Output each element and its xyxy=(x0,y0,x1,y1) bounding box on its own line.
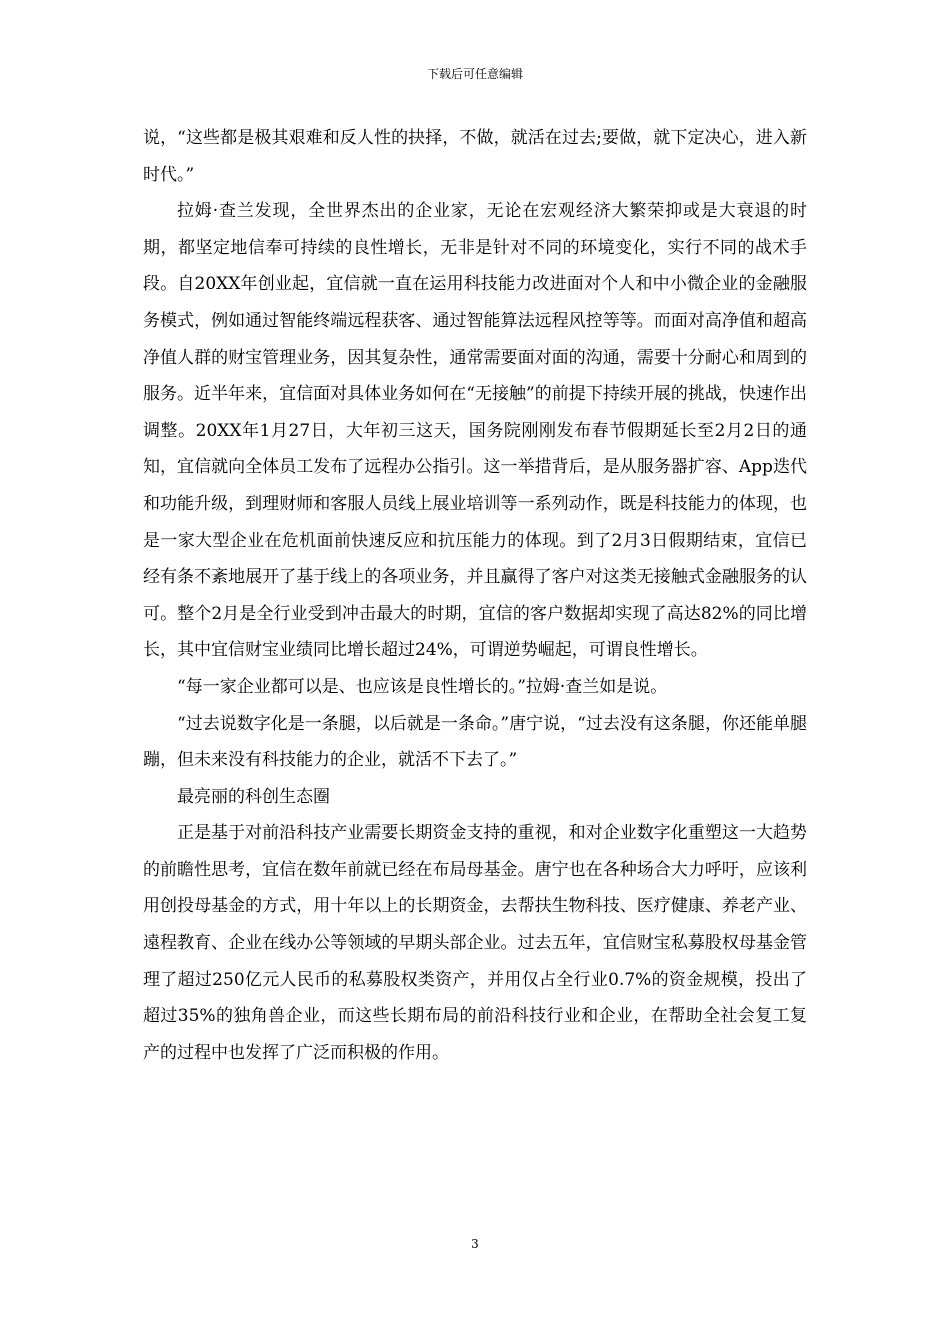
page-number: 3 xyxy=(471,1237,479,1251)
page-header: 下载后可任意编辑 xyxy=(426,67,523,81)
paragraph-6: 正是基于对前沿科技产业需要长期资金支持的重视，和对企业数字化重塑这一大趋势的前瞻性思考，宜信在数年前就已经在布局母基金。唐宁也在各种场合大力呼吁，应该利用创投母基金的方式，用十年以上的长期资金，去帮扶生物科技、医疗健康、养老产业、遠程教育、企业在线办公等领域的早期头部企业。过去五年，宜信财宝私募股权母基金管理了超过250亿元人民币的私募股权类资产，并用仅占全行业0.7%的资金规模，投出了超过35%的独角兽企业，而这些长期布局的前沿科技行业和企业，在帮助全社会复工复产的过程中也发挥了广泛而积极的作用。 xyxy=(143,823,807,1063)
paragraph-1: 说，“这些都是极其艰难和反人性的抉择，不做，就活在过去;要做，就下定决心，进入新时代。” xyxy=(143,128,807,185)
paragraph-4: “过去说数字化是一条腿，以后就是一条命。”唐宁说，“过去没有这条腿，你还能单腿蹦，但未来没有科技能力的企业，就活不下去了。” xyxy=(143,713,807,771)
section-heading: 最亮丽的科创生态圈 xyxy=(177,786,330,807)
document-body xyxy=(143,120,807,1071)
paragraph-3: “每一家企业都可以是、也应该是良性增长的。”拉姆·查兰如是说。 xyxy=(177,676,668,697)
paragraph-2: 拉姆·查兰发现，全世界杰出的企业家，无论在宏观经济大繁荣抑或是大衰退的时期，都坚定地信奉可持续的良性增长，无非是针对不同的环境变化，实行不同的战术手段。自20XX年创业起，宜信就一直在运用科技能力改进面对个人和中小微企业的金融服务模式，例如通过智能终端远程获客、通过智能算法远程风控等等。而面对高净值和超高净值人群的财宝管理业务，因其复杂性，通常需要面对面的沟通，需要十分耐心和周到的服务。近半年来，宜信面对具体业务如何在“无接触”的前提下持续开展的挑战，快速作出调整。20XX年1月27日，大年初三这天，国务院刚刚发布春节假期延长至2月2日的通知，宜信就向全体员工发布了远程办公指引。这一举措背后，是从服务器扩容、App迭代和功能升级，到理财师和客服人员线上展业培训等一系列动作，既是科技能力的体现，也是一家大型企业在危机面前快速反应和抗压能力的体现。到了2月3日假期结束，宜信已经有条不紊地展开了基于线上的各项业务，并且赢得了客户对这类无接触式金融服务的认可。整个2月是全行业受到冲击最大的时期，宜信的客户数据却实现了高达82%的同比增长，其中宜信财宝业绩同比增长超过24%，可谓逆势崛起，可谓良性增长。 xyxy=(143,201,807,661)
